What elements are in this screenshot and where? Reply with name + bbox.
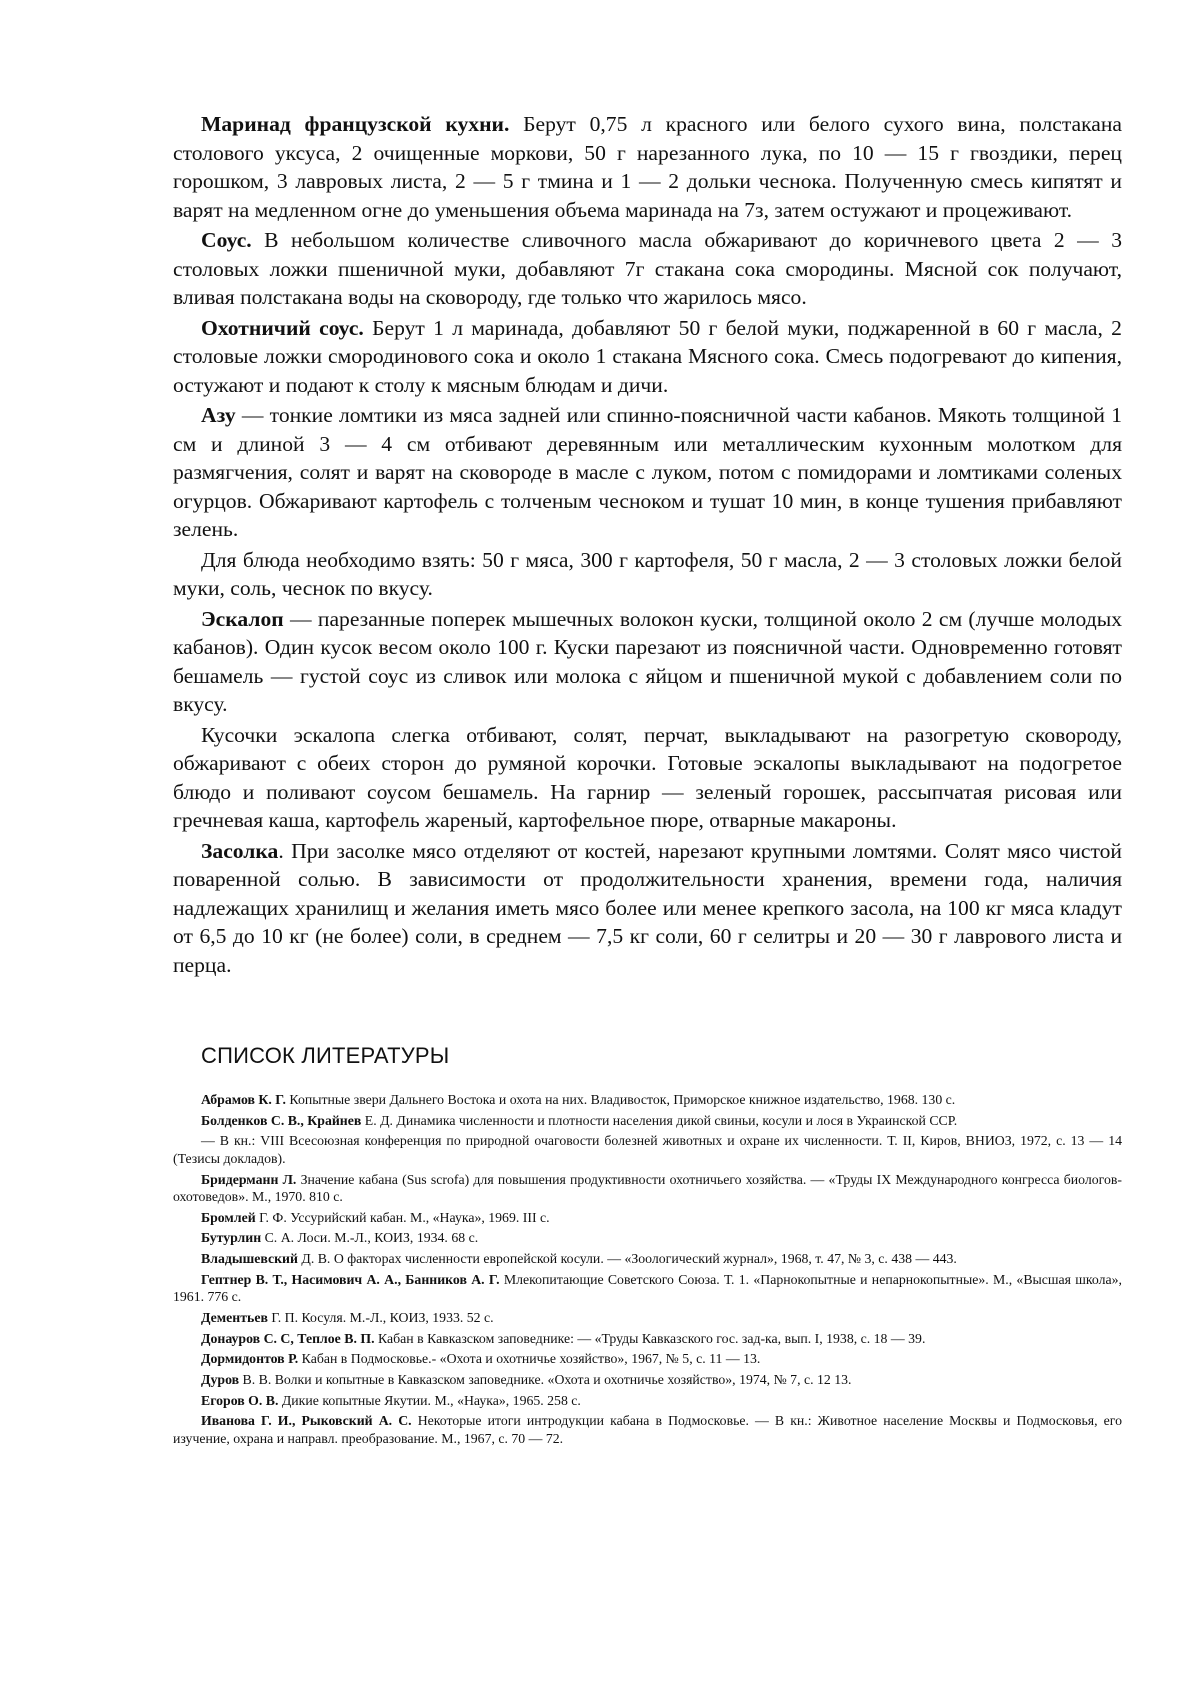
recipe-title: Охотничий соус.: [201, 315, 364, 340]
recipe-escalope: [173, 605, 1122, 719]
reference-authors: Абрамов К. Г.: [201, 1092, 286, 1107]
reference-text: Дикие копытные Якутии. М., «Наука», 1965. 258 с.: [278, 1392, 581, 1408]
recipe-title: Соус.: [201, 228, 252, 252]
reference-authors: Болденков С. В., Крайнев: [201, 1112, 362, 1128]
reference-item: [173, 1371, 1122, 1388]
reference-item: [173, 1412, 1122, 1447]
reference-item: [173, 1171, 1122, 1206]
recipe-azu-ingredients: [173, 546, 1122, 603]
reference-text: В. В. Волки и копытные в Кавказском заповеднике. «Охота и охотничье хозяйство», 1974, № 7, с. 12 13.: [239, 1371, 852, 1387]
reference-authors: Владышевский: [201, 1251, 298, 1267]
reference-item: [173, 1350, 1122, 1367]
reference-item: [173, 1112, 1122, 1129]
recipe-title: Маринад французской кухни.: [201, 112, 510, 136]
recipe-title: Эскалоп: [201, 606, 284, 631]
reference-item: [173, 1271, 1122, 1306]
recipe-title: Засолка: [201, 838, 279, 863]
reference-text: С. А. Лоси. М.-Л., КОИЗ, 1934. 68 с.: [261, 1230, 479, 1246]
reference-text: — В кн.: VIII Всесоюзная конференция по природной очаговости болезней животных и охране их численности. Т. II, Киров, ВНИОЗ, 1972, с. 13 — 14 (Тезисы докладов).: [173, 1133, 1122, 1166]
reference-text: Г. Ф. Уссурийский кабан. М., «Наука», 1969. III с.: [255, 1209, 550, 1225]
recipe-text: — парезанные поперек мышечных волокон куски, толщиной около 2 см (лучше молодых кабанов). Один кусок весом около 100 г. Куски парезают из поясничной части. Одновременно готовят бешамель — густой соус из сливок или молока с яйцом и пшеничной мукой с добавлением соли по вкусу.: [173, 606, 1122, 716]
reference-item: [173, 1392, 1122, 1409]
reference-text: Значение кабана (Sus scrofa) для повышения продуктивности охотничьего хозяйства. — «Труды IX Международного конгресса биологов-охотоведов». М., 1970. 810 с.: [173, 1171, 1123, 1204]
recipe-text: Берут 0,75 л красного или белого сухого вина, полстакана столового уксуса, 2 очищенные моркови, 50 г нарезанного лука, по 10 — 15 г гвоздики, перец горошком, 3 лавровых листа, 2 — 5 г тмина и 1 — 2 дольки чеснока. Полученную смесь кипятят и варят на медленном огне до уменьшения объема маринада на 7з, затем остужают и процеживают.: [173, 112, 1123, 222]
reference-item: [173, 1309, 1122, 1326]
reference-text: Некоторые итоги интродукции кабана в Подмосковье. — В кн.: Животное население Москвы и Подмосковья, его изучение, охрана и направл. преобразование. М., 1967, с. 70 — 72.: [173, 1413, 1123, 1446]
reference-item: [173, 1209, 1122, 1226]
reference-authors: Егоров О. В.: [201, 1392, 279, 1408]
reference-text: Е. Д. Динамика численности и плотности населения дикой свиньи, косули и лося в Украинской ССР.: [361, 1112, 958, 1128]
references-list: [173, 1091, 1122, 1447]
reference-authors: Дементьев: [201, 1309, 268, 1325]
reference-authors: Бутурлин: [201, 1230, 262, 1246]
reference-authors: Дормидонтов Р.: [201, 1351, 299, 1367]
reference-item: [173, 1229, 1122, 1246]
reference-authors: Бромлей: [201, 1209, 256, 1225]
recipe-text: Для блюда необходимо взять: 50 г мяса, 300 г картофеля, 50 г масла, 2 — 3 столовых ложки белой муки, соль, чеснок по вкусу.: [173, 547, 1122, 600]
reference-text: Д. В. О факторах численности европейской косули. — «Зоологический журнал», 1968, т. 47, № 3, с. 438 — 443.: [297, 1251, 957, 1267]
recipe-text: . При засолке мясо отделяют от костей, нарезают крупными ломтями. Солят мясо чистой поваренной солью. В зависимости от продолжительности хранения, времени года, наличия надлежащих хранилищ и желания иметь мясо более или менее крепкого засола, на 100 кг мяса кладут от 6,5 до 10 кг (не более) соли, в среднем — 7,5 кг соли, 60 г селитры и 20 — 30 г лаврового листа и перца.: [173, 838, 1122, 977]
recipe-text: В небольшом количестве сливочного масла обжаривают до коричневого цвета 2 — 3 столовых ложки пшеничной муки, добавляют 7г стакана сока смородины. Мясной сок получают, вливая полстакана воды на сковороду, где только что жарилось мясо.: [173, 228, 1122, 309]
references-heading: СПИСОК ЛИТЕРАТУРЫ: [201, 1043, 450, 1068]
reference-authors: Иванова Г. И., Рыковский А. С.: [201, 1413, 412, 1429]
reference-text: Млекопитающие Советского Союза. Т. 1. «Парнокопытные и непарнокопытные». М., «Высшая школа», 1961. 776 с.: [173, 1271, 1123, 1305]
reference-text: Кабан в Кавказском заповеднике: — «Труды Кавказского гос. зад-ка, вып. I, 1938, с. 18 — 39.: [374, 1330, 926, 1346]
reference-authors: Гептнер В. Т., Насимович А. А., Банников А. Г.: [201, 1271, 500, 1287]
reference-authors: Бридерманн Л.: [201, 1171, 297, 1187]
reference-authors: Донауров С. С, Теплое В. П.: [201, 1330, 375, 1346]
recipe-text: — тонкие ломтики из мяса задней или спинно-поясничной части кабанов. Мякоть толщиной 1 см и длиной 3 — 4 см отбивают деревянным или металлическим кухонным молотком для размягчения, солят и варят на сковороде в масле с луком, потом с помидорами и ломтиками соленых огурцов. Обжаривают картофель с толченым чесноком и тушат 10 мин, в конце тушения прибавляют зелень.: [173, 403, 1122, 541]
recipe-text: Берут 1 л маринада, добавляют 50 г белой муки, поджаренной в 60 г масла, 2 столовые ложки смородинового сока и около 1 стакана Мясного сока. Смесь подогревают до кипения, остужают и подают к столу к мясным блюдам и дичи.: [173, 315, 1122, 397]
recipe-marinade: [173, 110, 1122, 224]
reference-text: Кабан в Подмосковье.- «Охота и охотничье хозяйство», 1967, № 5, с. 11 — 13.: [298, 1351, 761, 1367]
recipe-azu: [173, 401, 1122, 544]
recipe-escalope-prep: [173, 721, 1122, 835]
reference-item: [173, 1132, 1122, 1167]
reference-text: Г. П. Косуля. М.-Л., КОИЗ, 1933. 52 с.: [267, 1309, 494, 1325]
recipe-sauce: [173, 226, 1122, 312]
reference-authors: Дуров: [201, 1371, 240, 1387]
reference-item: [173, 1330, 1122, 1347]
recipe-text: Кусочки эскалопа слегка отбивают, солят, перчат, выкладывают на разогретую сковороду, обжаривают с обеих сторон до румяной корочки. Готовые эскалопы выкладывают на подогретое блюдо и поливают соусом бешамель. На гарнир — зеленый горошек, рассыпчатая рисовая или гречневая каша, картофель жареный, картофельное пюре, отварные макароны.: [173, 722, 1122, 832]
recipe-hunter-sauce: [173, 314, 1122, 400]
recipe-title: Азу: [201, 403, 236, 427]
reference-item: [173, 1250, 1122, 1267]
recipe-salting: [173, 837, 1122, 980]
reference-item: [173, 1091, 1122, 1108]
reference-text: Копытные звери Дальнего Востока и охота на них. Владивосток, Приморское книжное издательство, 1968. 130 с.: [285, 1092, 956, 1107]
page-content: [173, 110, 1122, 1450]
